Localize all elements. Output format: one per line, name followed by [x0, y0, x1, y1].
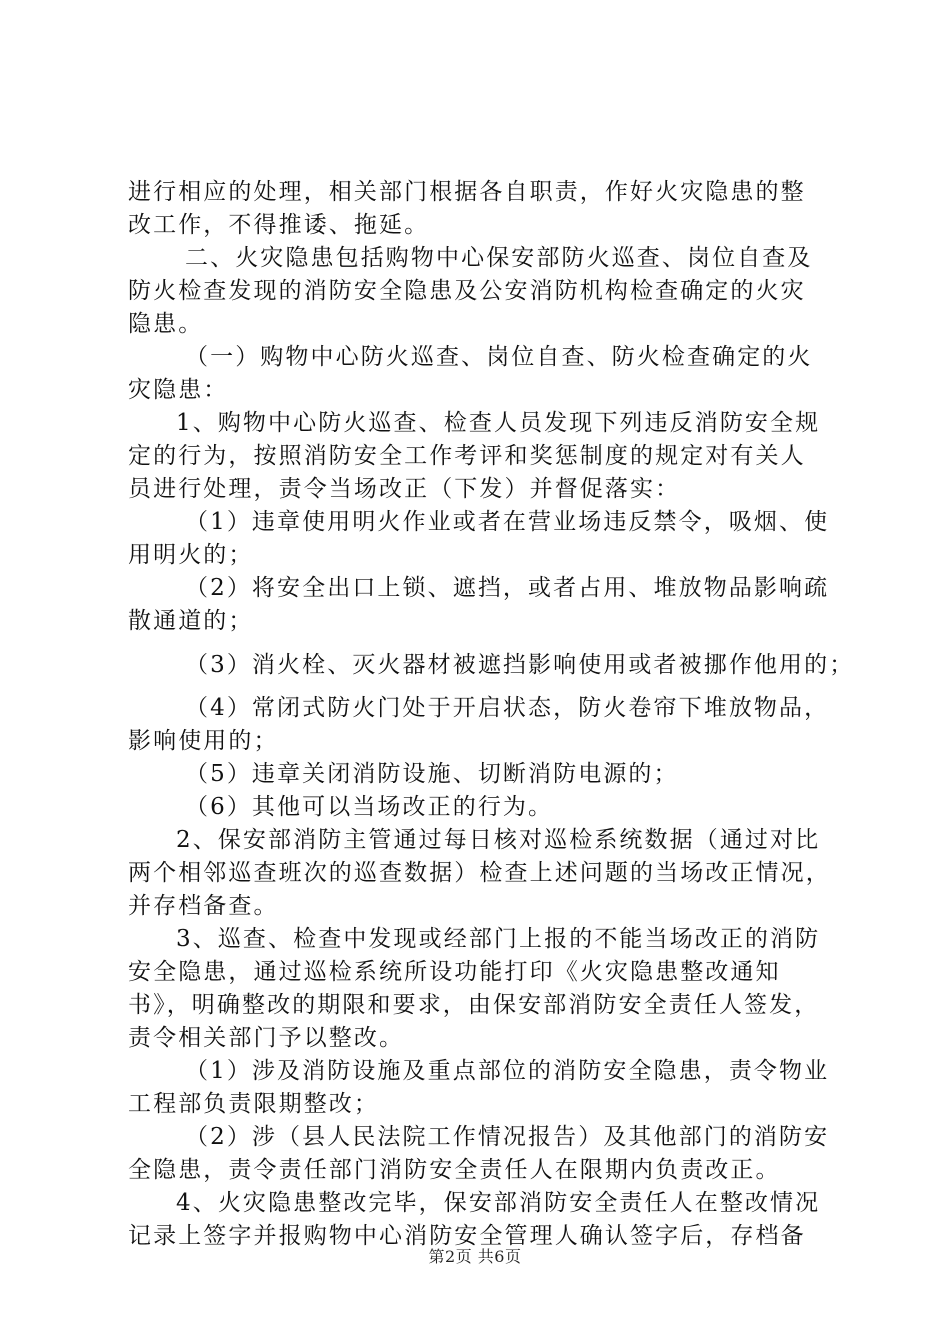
- document-body: [128, 176, 855, 1253]
- text-line: 二、火灾隐患包括购物中心保安部防火巡查、岗位自查及: [185, 245, 813, 271]
- text-line: （2）将安全出口上锁、遮挡，或者占用、堆放物品影响疏: [185, 575, 830, 601]
- text-line: 灾隐患：: [128, 377, 229, 403]
- text-line: （1）涉及消防设施及重点部位的消防安全隐患，责令物业: [185, 1058, 830, 1084]
- text-line: 工程部负责限期整改；: [128, 1091, 379, 1117]
- text-line: 影响使用的；: [128, 728, 279, 754]
- text-line: 书》，明确整改的期限和要求，由保安部消防安全责任人签发，: [128, 992, 820, 1018]
- text-line: 改工作，不得推诿、拖延。: [128, 212, 430, 238]
- text-line: 1、购物中心防火巡查、检查人员发现下列违反消防安全规: [176, 410, 821, 436]
- text-line: 2、保安部消防主管通过每日核对巡检系统数据（通过对比: [176, 827, 821, 853]
- text-line: 进行相应的处理，相关部门根据各自职责，作好火灾隐患的整: [128, 179, 806, 205]
- text-line: 全隐患，责令责任部门消防安全责任人在限期内负责改正。: [128, 1157, 781, 1183]
- text-line: （2）涉（县人民法院工作情况报告）及其他部门的消防安: [185, 1124, 830, 1150]
- text-line: 安全隐患，通过巡检系统所设功能打印《火灾隐患整改通知: [128, 959, 781, 985]
- text-line: （3）消火栓、灭火器材被遮挡影响使用或者被挪作他用的；: [185, 652, 855, 678]
- text-line: 定的行为，按照消防安全工作考评和奖惩制度的规定对有关人: [128, 443, 806, 469]
- text-line: （6）其他可以当场改正的行为。: [185, 794, 554, 820]
- text-line: （5）违章关闭消防设施、切断消防电源的；: [185, 761, 679, 787]
- text-line: （一）购物中心防火巡查、岗位自查、防火检查确定的火: [185, 344, 813, 370]
- text-line: 并存档备查。: [128, 893, 279, 919]
- text-line: 散通道的；: [128, 608, 254, 634]
- text-line: 两个相邻巡查班次的巡查数据）检查上述问题的当场改正情况，: [128, 860, 831, 886]
- text-line: 隐患。: [128, 311, 204, 337]
- text-line: 4、火灾隐患整改完毕，保安部消防安全责任人在整改情况: [176, 1190, 821, 1216]
- text-line: （4）常闭式防火门处于开启状态，防火卷帘下堆放物品，: [185, 695, 830, 721]
- text-line: 用明火的；: [128, 542, 254, 568]
- text-line: 记录上签字并报购物中心消防安全管理人确认签字后，存档备: [128, 1223, 806, 1249]
- text-line: （1）违章使用明火作业或者在营业场违反禁令，吸烟、使: [185, 509, 830, 535]
- page-number: 第2页 共6页: [428, 1247, 522, 1266]
- text-line: 防火检查发现的消防安全隐患及公安消防机构检查确定的火灾: [128, 278, 806, 304]
- text-line: 责令相关部门予以整改。: [128, 1025, 405, 1051]
- text-line: 员进行处理，责令当场改正（下发）并督促落实：: [128, 476, 681, 502]
- text-line: 3、巡查、检查中发现或经部门上报的不能当场改正的消防: [176, 926, 821, 952]
